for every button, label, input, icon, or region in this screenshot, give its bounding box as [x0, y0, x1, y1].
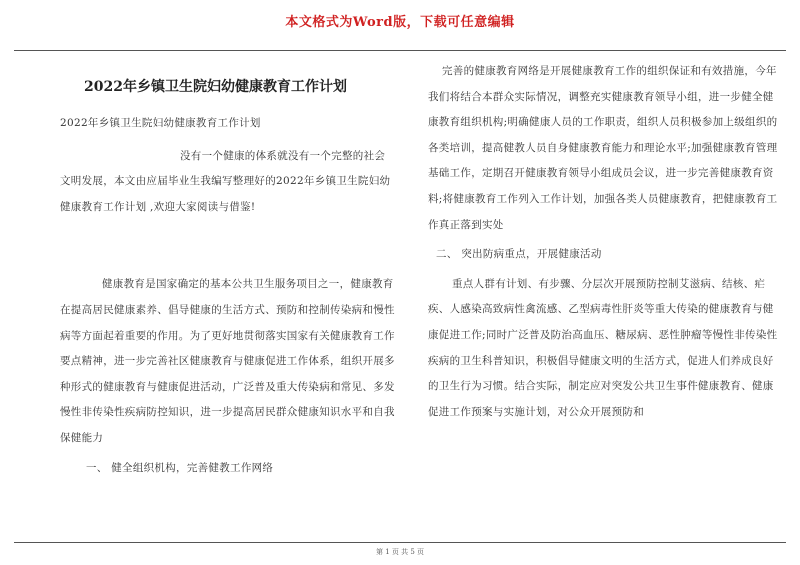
- page-number: 第 1 页 共 5 页: [375, 548, 425, 556]
- download-banner: [14, 0, 786, 50]
- section-heading-2: 二、 突出防病重点，开展健康活动: [436, 248, 602, 261]
- body-paragraph-3: 重点人群有计划、有步骤、分层次开展预防控制艾滋病、结核、疟疾、人感染高致病性禽流感、乙型病毒性肝炎等重大传染的健康教育与健康促进工作;同时广泛普及防治高血压、糖尿病、恶性肿瘤等慢性非传染性疾病的卫生科普知识，积极倡导健康文明的生活方式，促进人们养成良好的卫生行为习惯。结合实际，制定应对突发公共卫生事件健康教育、健康促进工作预案与实施计划，对公众开展预防和: [428, 277, 778, 418]
- left-column: [60, 55, 395, 481]
- blank-space: [60, 220, 395, 272]
- document-subtitle: 2022年乡镇卫生院妇幼健康教育工作计划: [60, 117, 261, 129]
- right-column: [428, 55, 780, 425]
- header-divider: [14, 50, 786, 51]
- body-paragraph-1: 健康教育是国家确定的基本公共卫生服务项目之一，健康教育在提高居民健康素养、倡导健康的生活方式、预防和控制传染病和慢性病等方面起着重要的作用。为了更好地贯彻落实国家有关健康教育工作要点精神，进一步完善社区健康教育与健康促进工作体系，组织开展多种形式的健康教育与健康促进活动，广泛普及重大传染病和常见、多发慢性非传染性疾病防控知识，进一步提高居民群众健康知识水平和自我保健能力: [60, 278, 395, 444]
- banner-text: 本文格式为Word版，下载可任意编辑: [285, 15, 515, 30]
- footer-divider: [14, 542, 786, 543]
- section-heading-1: 一、 健全组织机构，完善健教工作网络: [86, 461, 274, 474]
- document-title: 2022年乡镇卫生院妇幼健康教育工作计划: [84, 79, 347, 95]
- body-paragraph-2: 完善的健康教育网络是开展健康教育工作的组织保证和有效措施，今年我们将结合本群众实际情况，调整充实健康教育领导小组，进一步健全健康教育组织机构;明确健康人员的工作职责，组织人员积极参加上级组织的各类培训，提高健教人员自身健康教育能力和理论水平;加强健康教育管理基础工作，定期召开健康教育领导小组成员会议，进一步完善健康教育资料;将健康教育工作列入工作计划，加强各类人员健康教育，把健康教育工作真正落到实处: [428, 65, 778, 231]
- intro-paragraph: 没有一个健康的体系就没有一个完整的社会文明发展，本文由应届毕业生我编写整理好的2022年乡镇卫生院妇幼健康教育工作计划 ,欢迎大家阅读与借鉴!: [60, 149, 391, 213]
